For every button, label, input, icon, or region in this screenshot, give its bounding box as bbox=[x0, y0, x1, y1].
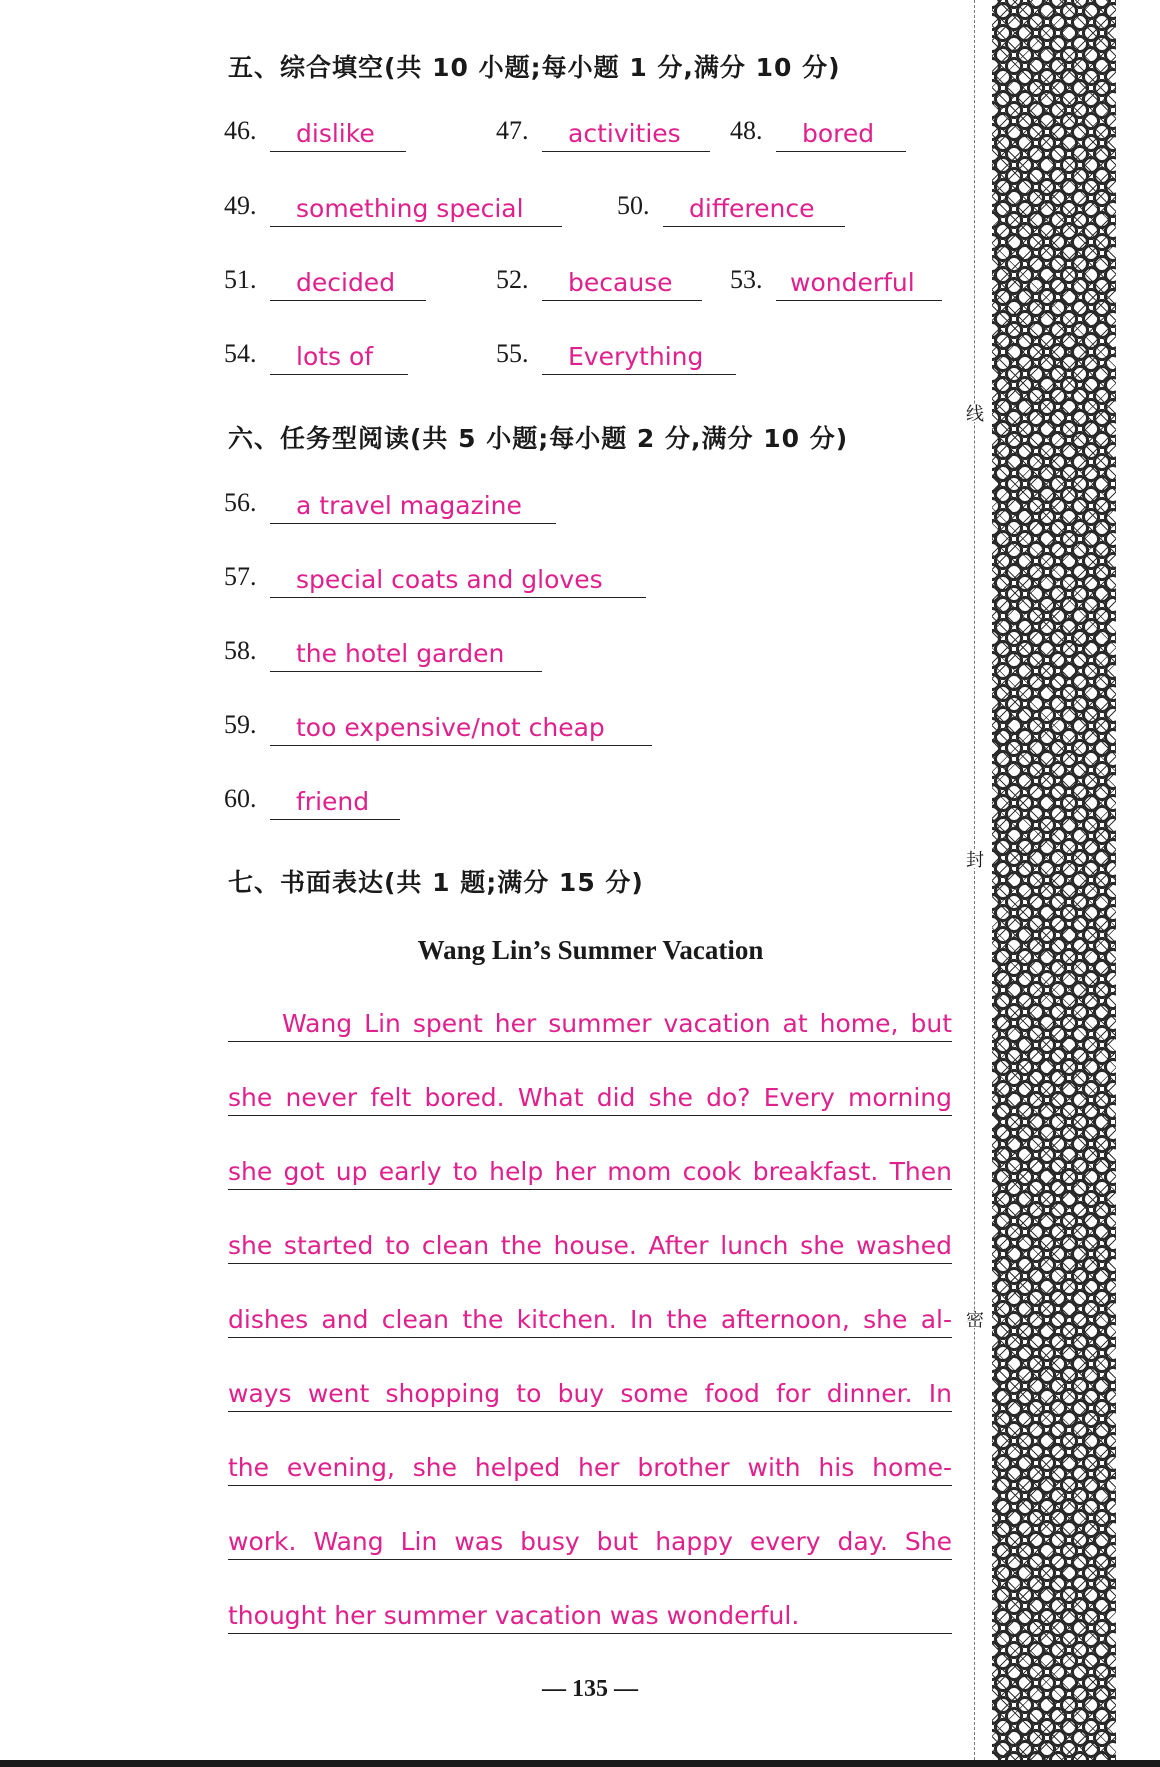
answer-number: 49. bbox=[224, 191, 257, 220]
answer-number: 55. bbox=[496, 339, 529, 368]
decorative-pattern-strip bbox=[992, 0, 1116, 1760]
answer-number: 58. bbox=[224, 636, 257, 665]
answer-number: 59. bbox=[224, 710, 257, 739]
answer-underline bbox=[270, 300, 426, 301]
answer-value: Everything bbox=[568, 342, 704, 371]
answer-underline bbox=[270, 597, 646, 598]
answer-47 bbox=[496, 112, 710, 152]
essay-line-2 bbox=[228, 1079, 952, 1116]
answer-value: dislike bbox=[296, 119, 375, 148]
answer-underline bbox=[542, 374, 736, 375]
binding-label-mi: 密 bbox=[963, 1310, 984, 1328]
essay-text: she started to clean the house. After lunch she washed bbox=[228, 1231, 952, 1260]
essay-text: work. Wang Lin was busy but happy every day. She bbox=[228, 1527, 952, 1556]
answer-underline bbox=[270, 374, 408, 375]
answer-value: too expensive/not cheap bbox=[296, 713, 605, 742]
answer-value: friend bbox=[296, 787, 370, 816]
answer-54 bbox=[224, 335, 408, 375]
answer-48 bbox=[730, 112, 906, 152]
answer-number: 47. bbox=[496, 116, 529, 145]
answer-50 bbox=[617, 187, 845, 227]
answer-57 bbox=[224, 558, 646, 598]
answer-number: 46. bbox=[224, 116, 257, 145]
answer-value: special coats and gloves bbox=[296, 565, 603, 594]
page-number: — 135 — bbox=[542, 1676, 638, 1702]
answer-underline bbox=[270, 523, 556, 524]
binding-label-xian: 线 bbox=[963, 404, 984, 422]
answer-number: 52. bbox=[496, 265, 529, 294]
answer-56 bbox=[224, 484, 556, 524]
essay-text: the evening, she helped her brother with his home- bbox=[228, 1453, 952, 1482]
section-6-heading: 六、任务型阅读(共 5 小题;每小题 2 分,满分 10 分) bbox=[228, 424, 849, 453]
answer-underline bbox=[663, 226, 845, 227]
answer-value: something special bbox=[296, 194, 524, 223]
answer-value: bored bbox=[802, 119, 875, 148]
answer-58 bbox=[224, 632, 542, 672]
answer-underline bbox=[776, 300, 942, 301]
essay-line-6 bbox=[228, 1375, 952, 1412]
essay-text: she got up early to help her mom cook breakfast. Then bbox=[228, 1157, 952, 1186]
answer-59 bbox=[224, 706, 652, 746]
essay-line-4 bbox=[228, 1227, 952, 1264]
answer-value: the hotel garden bbox=[296, 639, 505, 668]
essay-title: Wang Lin’s Summer Vacation bbox=[417, 935, 764, 965]
answer-number: 60. bbox=[224, 784, 257, 813]
essay-line-7 bbox=[228, 1449, 952, 1486]
bottom-edge-bar bbox=[0, 1760, 1160, 1767]
section-5-heading: 五、综合填空(共 10 小题;每小题 1 分,满分 10 分) bbox=[228, 53, 841, 82]
answer-49 bbox=[224, 187, 562, 227]
essay-text: she never felt bored. What did she do? Every morning bbox=[228, 1083, 952, 1112]
essay-line-3 bbox=[228, 1153, 952, 1190]
binding-cut-line bbox=[974, 0, 975, 1760]
answer-underline bbox=[270, 226, 562, 227]
answer-underline bbox=[542, 151, 710, 152]
answer-underline bbox=[270, 819, 400, 820]
answer-underline bbox=[542, 300, 702, 301]
answer-52 bbox=[496, 261, 702, 301]
answer-value: because bbox=[568, 268, 673, 297]
answer-46 bbox=[224, 112, 406, 152]
answer-value: difference bbox=[689, 194, 815, 223]
essay-line-9 bbox=[228, 1597, 952, 1634]
essay-line-1 bbox=[228, 1005, 952, 1042]
essay-text: thought her summer vacation was wonderful. bbox=[228, 1601, 800, 1630]
answer-underline bbox=[776, 151, 906, 152]
binding-label-feng: 封 bbox=[963, 850, 984, 868]
answer-55 bbox=[496, 335, 736, 375]
answer-number: 56. bbox=[224, 488, 257, 517]
answer-number: 57. bbox=[224, 562, 257, 591]
answer-60 bbox=[224, 780, 400, 820]
answer-underline bbox=[270, 745, 652, 746]
answer-value: a travel magazine bbox=[296, 491, 522, 520]
answer-value: activities bbox=[568, 119, 681, 148]
answer-value: lots of bbox=[296, 342, 374, 371]
answer-number: 54. bbox=[224, 339, 257, 368]
answer-number: 48. bbox=[730, 116, 763, 145]
essay-line-5 bbox=[228, 1301, 952, 1338]
answer-value: wonderful bbox=[790, 268, 915, 297]
essay-text: dishes and clean the kitchen. In the afternoon, she al- bbox=[228, 1305, 952, 1334]
answer-number: 53. bbox=[730, 265, 763, 294]
essay-line-8 bbox=[228, 1523, 952, 1560]
essay-text: Wang Lin spent her summer vacation at home, but bbox=[282, 1009, 952, 1038]
answer-underline bbox=[270, 671, 542, 672]
answer-51 bbox=[224, 261, 426, 301]
answer-value: decided bbox=[296, 268, 396, 297]
section-7-heading: 七、书面表达(共 1 题;满分 15 分) bbox=[228, 868, 644, 897]
answer-underline bbox=[270, 151, 406, 152]
answer-number: 51. bbox=[224, 265, 257, 294]
answer-53 bbox=[730, 261, 942, 301]
essay-text: ways went shopping to buy some food for dinner. In bbox=[228, 1379, 952, 1408]
answer-number: 50. bbox=[617, 191, 650, 220]
